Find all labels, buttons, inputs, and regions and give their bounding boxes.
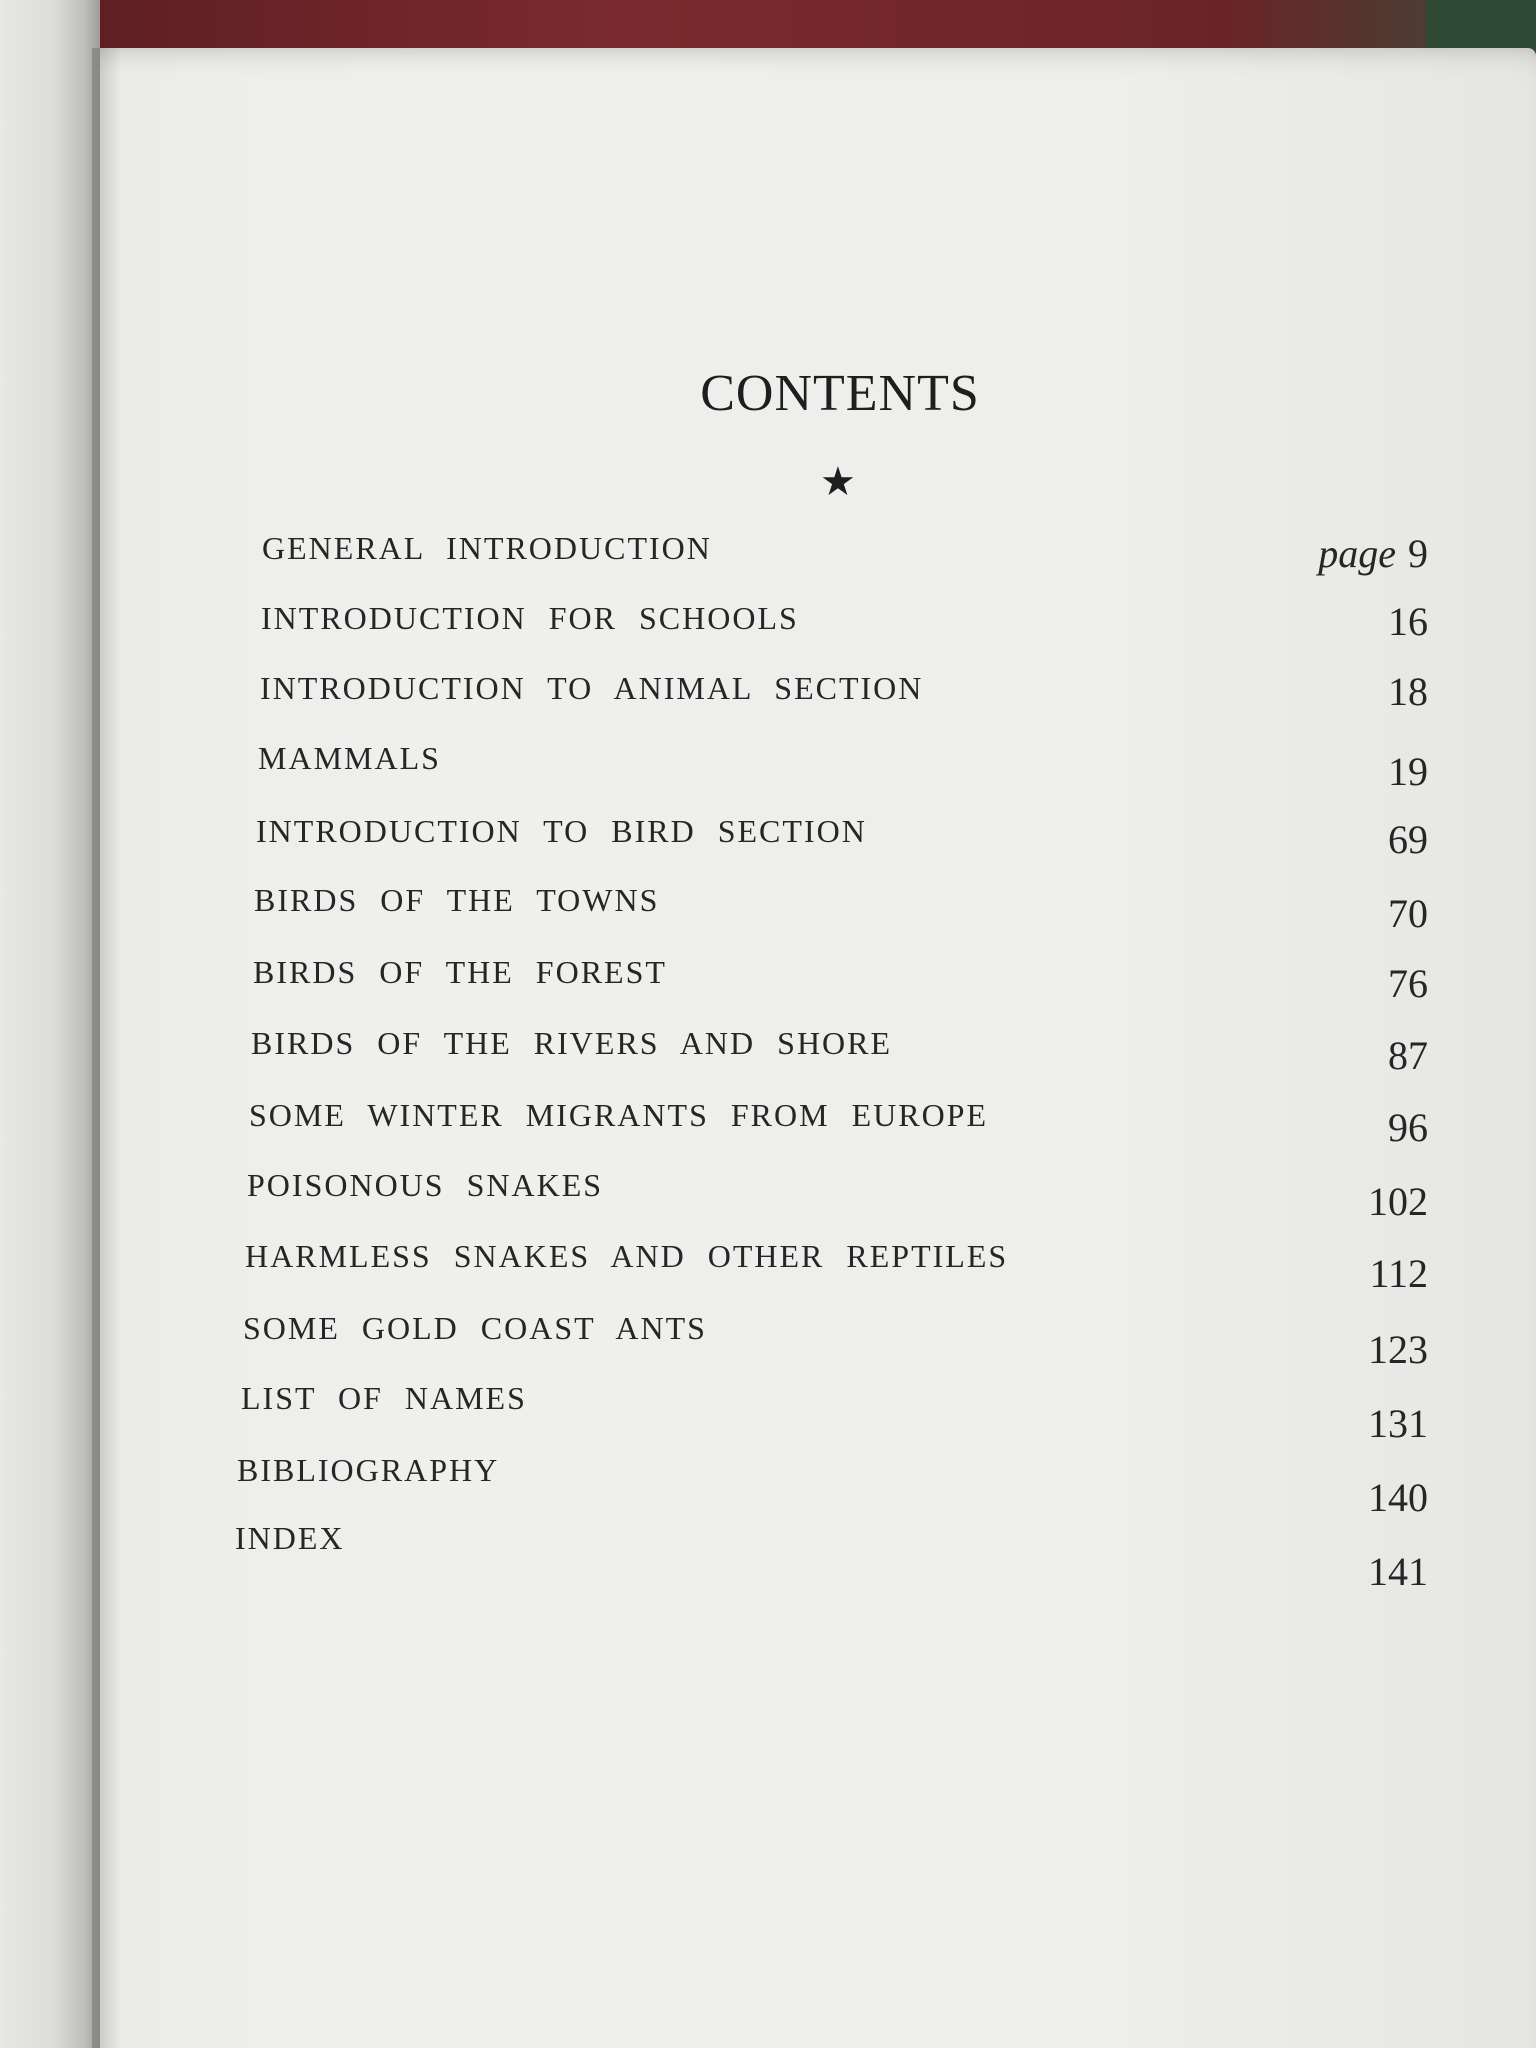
toc-entry-title: HARMLESS SNAKES AND OTHER REPTILES: [245, 1238, 1009, 1274]
toc-entry-page: 18: [1388, 669, 1428, 714]
toc-entry-title: BIRDS OF THE RIVERS AND SHORE: [251, 1025, 893, 1061]
toc-entry-page: 87: [1388, 1033, 1428, 1078]
toc-entry-page: 16: [1388, 599, 1428, 644]
toc-entry-title: BIRDS OF THE TOWNS: [254, 882, 660, 918]
toc-entry-page: 70: [1388, 891, 1428, 936]
toc-entry-title: INTRODUCTION TO ANIMAL SECTION: [260, 670, 924, 706]
toc-entry-page: [1318, 530, 1428, 577]
contents-heading: CONTENTS: [700, 365, 980, 422]
toc-entry-page: 141: [1368, 1549, 1428, 1594]
toc-entry-page: 112: [1369, 1251, 1428, 1296]
toc-entry-title: POISONOUS SNAKES: [247, 1167, 604, 1203]
toc-entry-page: 131: [1368, 1401, 1428, 1446]
toc-entry-page: 102: [1368, 1179, 1428, 1224]
toc-entry-title: INTRODUCTION TO BIRD SECTION: [256, 813, 867, 849]
page-label: page: [1318, 531, 1396, 576]
toc-entry-page: 140: [1368, 1475, 1428, 1520]
toc-entry-title: SOME GOLD COAST ANTS: [243, 1310, 707, 1346]
toc-entry-title: LIST OF NAMES: [241, 1380, 527, 1416]
toc-entry-title: INTRODUCTION FOR SCHOOLS: [261, 600, 799, 636]
toc-entry-title: INDEX: [235, 1520, 345, 1556]
toc-entry-page: 96: [1388, 1105, 1428, 1150]
toc-entry-page: 76: [1388, 961, 1428, 1006]
toc-entry-page: 19: [1388, 749, 1428, 794]
toc-entry-title: GENERAL INTRODUCTION: [262, 530, 712, 566]
toc-entry-page: 69: [1388, 817, 1428, 862]
page-number: 9: [1408, 531, 1428, 576]
toc-entry-page: 123: [1368, 1327, 1428, 1372]
toc-entry-title: MAMMALS: [258, 740, 441, 776]
star-ornament-icon: ★: [820, 459, 856, 504]
toc-entry-title: BIBLIOGRAPHY: [237, 1452, 500, 1488]
toc-entry-title: SOME WINTER MIGRANTS FROM EUROPE: [249, 1097, 989, 1133]
toc-entry-title: BIRDS OF THE FOREST: [253, 954, 667, 990]
